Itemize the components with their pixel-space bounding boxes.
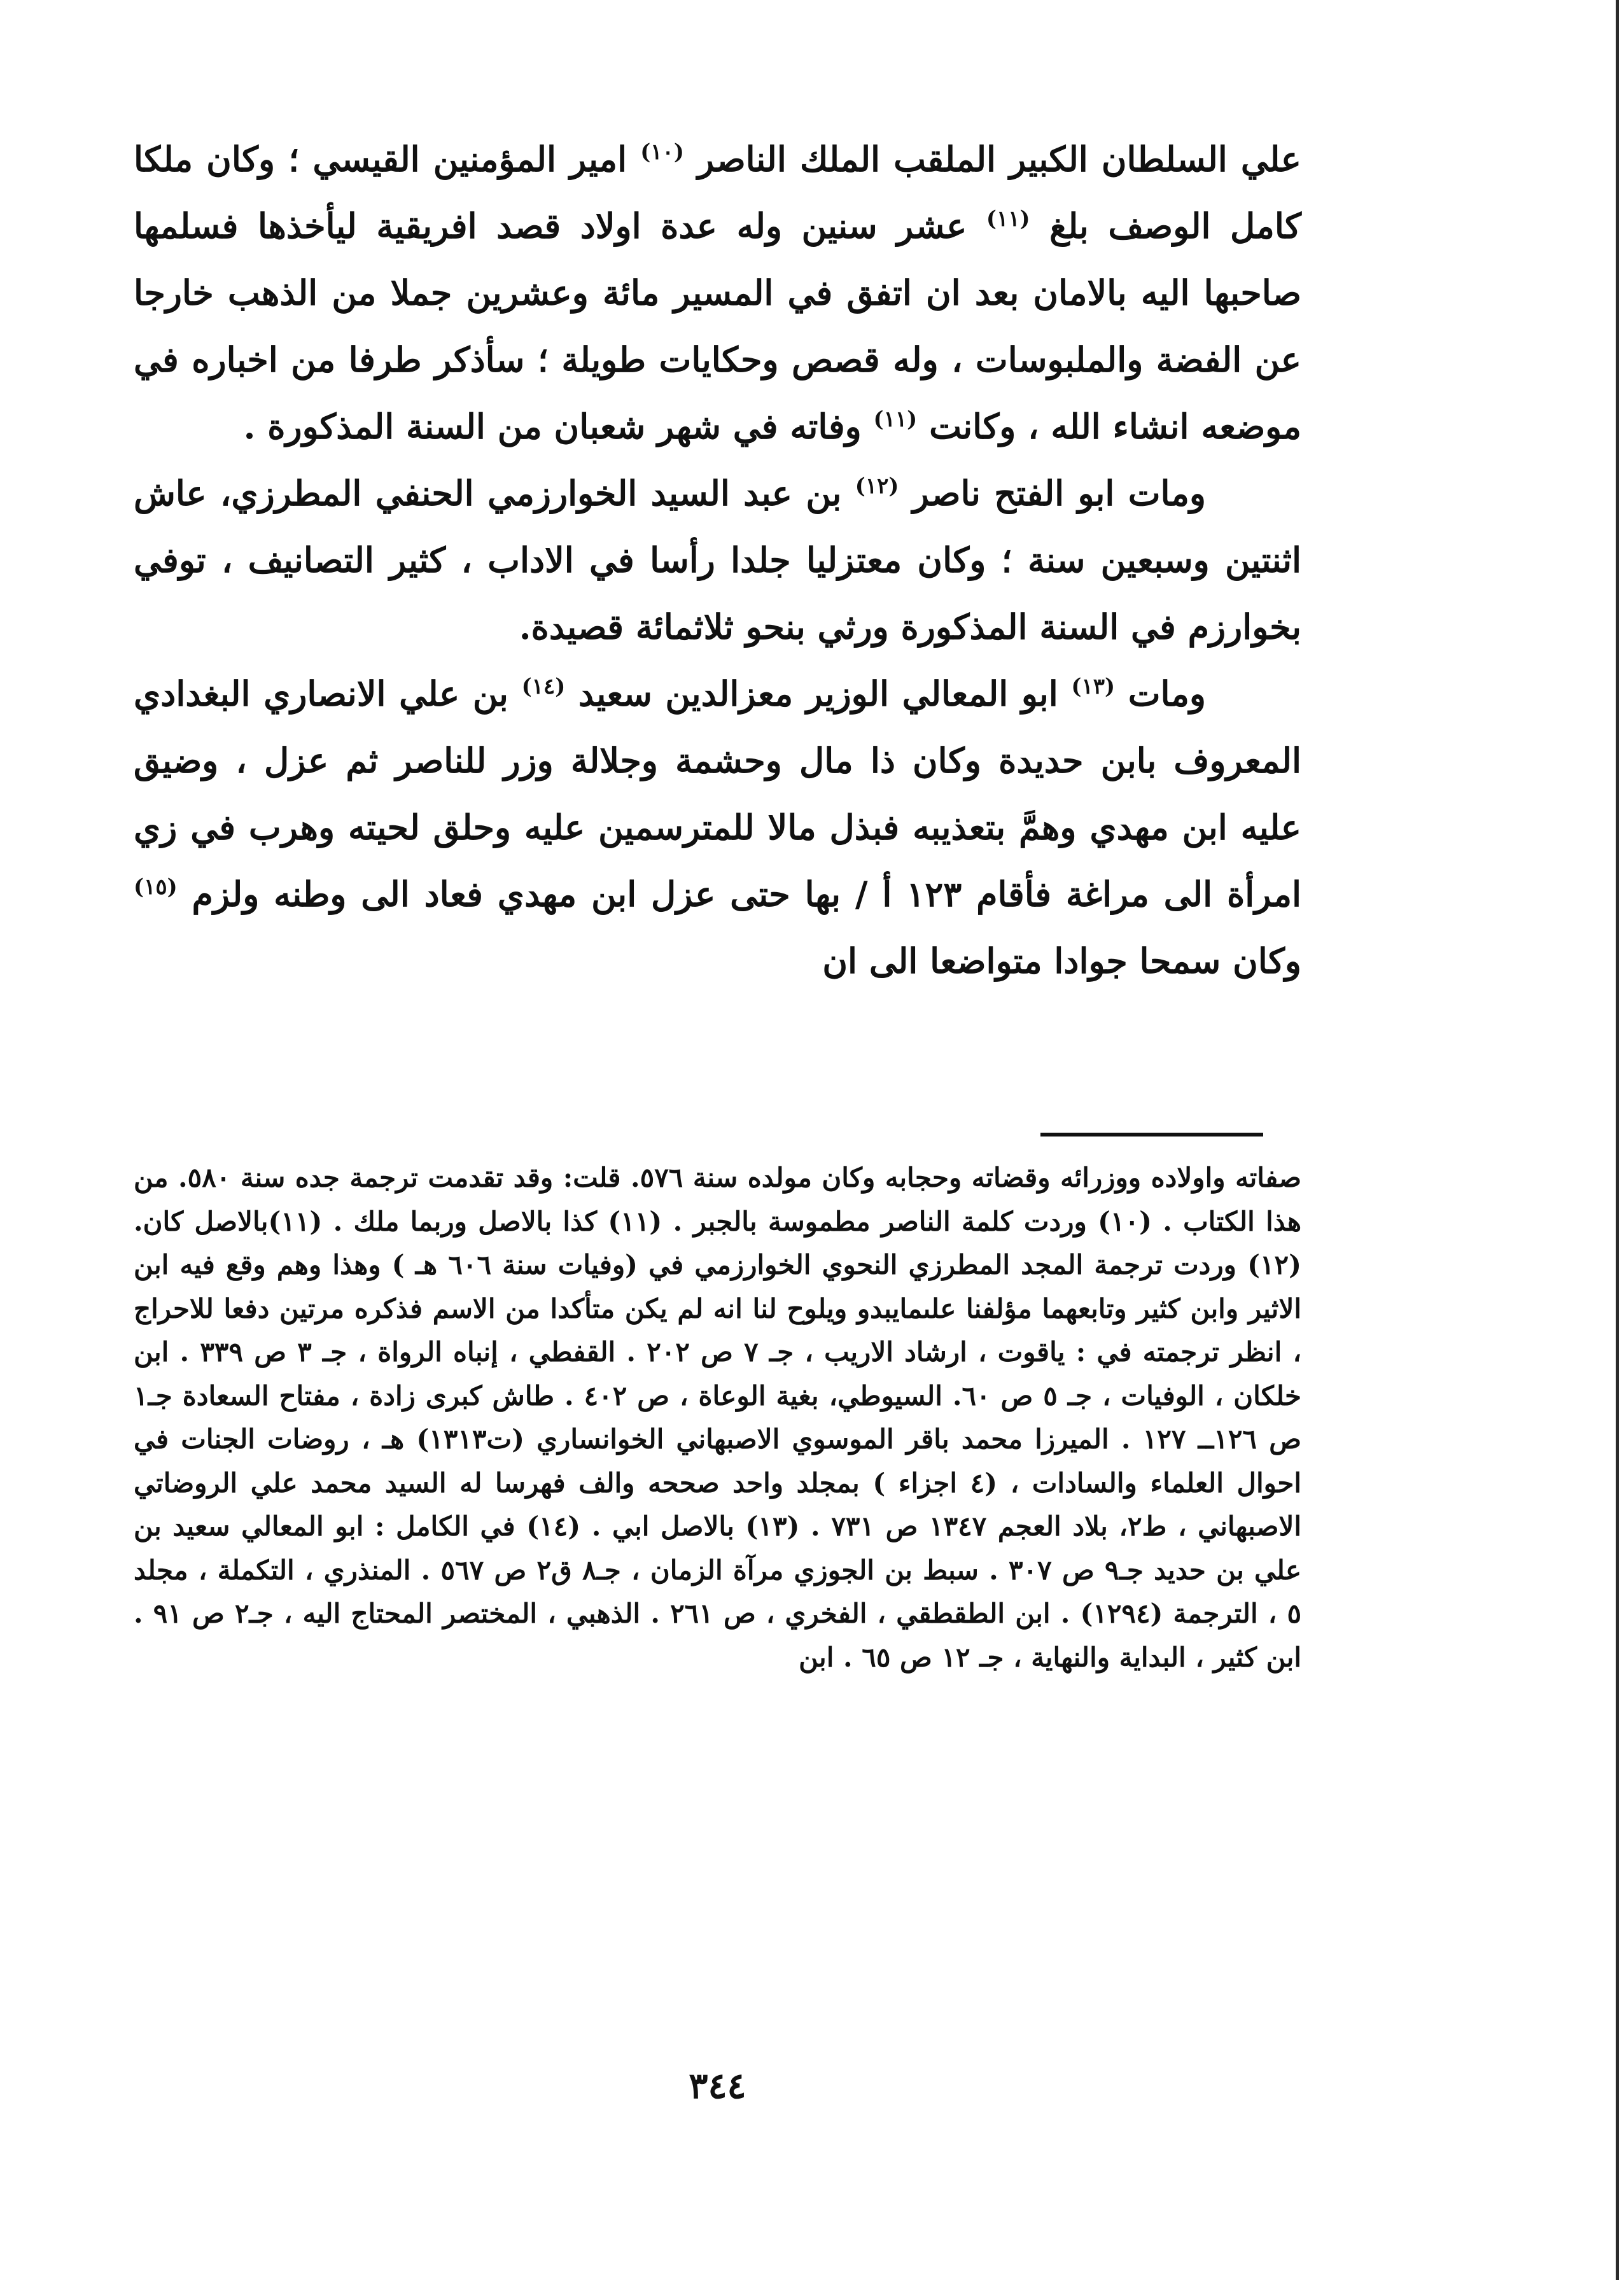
text-segment: ومات ابو الفتح ناصر [899,473,1206,514]
footnote-reference: (١٢) [855,473,899,499]
page-edge-border [1616,0,1619,2280]
paragraph-2 [134,460,1301,661]
text-segment: بن علي الانصاري البغدادي المعروف بابن حديدة وكان ذا مال وحشمة وجلالة وزر للناصر ثم عزل ، وضيق عليه ابن مهدي وهمَّ بتعذيبه فبذل مالا للمترسمين عليه وحلق لحيته وهرب في زي امرأة الى مراغة فأقام ١٢٣ أ / بها حتى عزل ابن مهدي فعاد الى وطنه ولزم [134,673,1301,914]
text-segment: امير المؤمنين القيسي ؛ وكان ملكا كامل الوصف بلغ [134,139,1301,246]
page-number: ٣٤٤ [689,2065,746,2107]
text-segment: وفاته في شهر شعبان من السنة المذكورة . [243,406,862,447]
footnote-reference: (١٤) [521,674,566,699]
document-page [134,0,1301,2280]
footnotes-text: صفاته واولاده ووزرائه وقضاته وحجابه وكان مولده سنة ٥٧٦. قلت: وقد تقدمت ترجمة جده سنة ٥٨٠. من هذا الكتاب . (١٠) وردت كلمة الناصر مطموسة بالجبر . (١١) كذا بالاصل وربما ملك . (١١)بالاصل كان. (١٢) وردت ترجمة المجد المطرزي النحوي الخوارزمي في (وفيات سنة ٦٠٦ هـ ) وهذا وهم وقع فيه ابن الاثير وابن كثير وتابعهما مؤلفنا علىمايبدو ويلوح لنا انه لم يكن متأكدا من الاسم فذكره مرتين دفعا للاحراج ، انظر ترجمته في : ياقوت ، ارشاد الاريب ، جـ ٧ ص ٢٠٢ . القفطي ، إنباه الرواة ، جـ ٣ ص ٣٣٩ . ابن خلكان ، الوفيات ، جـ ٥ ص ٦٠. السيوطي، بغية الوعاة ، ص ٤٠٢ . طاش كبرى زادة ، مفتاح السعادة جـ١ ص ١٢٦ــ ١٢٧ . الميرزا محمد باقر الموسوي الاصبهاني الخوانساري (ت١٣١٣) هـ ، روضات الجنات في احوال العلماء والسادات ، (٤ اجزاء ) بمجلد واحد صححه والف فهرسا له السيد محمد علي الروضاتي الاصبهاني ، ط٢، بلاد العجم ١٣٤٧ ص ٧٣١ . (١٣) بالاصل ابي . (١٤) في الكامل : ابو المعالي سعيد بن علي بن حديد جـ٩ ص ٣٠٧ . سبط بن الجوزي مرآة الزمان ، جـ٨ ق٢ ص ٥٦٧ . المنذري ، التكملة ، مجلد ٥ ، الترجمة (١٢٩٤) . ابن الطقطقي ، الفخري ، ص ٢٦١ . الذهبي ، المختصر المحتاج اليه ، جـ٢ ص ٩١ . ابن كثير ، البداية والنهاية ، جـ ١٢ ص ٦٥ . ابن [134,1162,1302,1673]
text-segment: علي السلطان الكبير الملقب الملك الناصر [683,139,1301,179]
footnote-reference: (١٣) [1071,674,1116,699]
text-segment: بن عبد السيد الخوارزمي الحنفي المطرزي، عاش اثنتين وسبعين سنة ؛ وكان معتزليا جلدا رأسا في الاداب ، كثير التصانيف ، توفي بخوارزم في السنة المذكورة ورثي بنحو ثلاثمائة قصيدة. [134,473,1301,647]
paragraph-3 [134,661,1301,995]
footnote-reference: (١٠) [640,139,684,165]
text-segment: ابو المعالي الوزير معزالدين سعيد [565,673,1058,714]
footnote-reference: (١١) [986,206,1030,232]
text-segment: وكان سمحا جوادا متواضعا الى ان [822,941,1301,981]
footnote-separator [1040,1133,1263,1137]
main-text-body [134,126,1301,995]
paragraph-1 [134,126,1301,460]
text-segment: ومات [1115,673,1207,714]
footnote-reference: (١١) [873,407,918,432]
footnotes-section [134,1156,1301,1679]
footnote-reference: (١٥) [134,874,178,900]
text-segment: عشر سنين وله عدة اولاد قصد افريقية ليأخذها فسلمها صاحبها اليه بالامان بعد ان اتفق في المسير مائة وعشرين جملا من الذهب خارجا عن الفضة والملبوسات ، وله قصص وحكايات طويلة ؛ سأذكر طرفا من اخباره في موضعه انشاء الله ، وكانت [134,206,1301,447]
